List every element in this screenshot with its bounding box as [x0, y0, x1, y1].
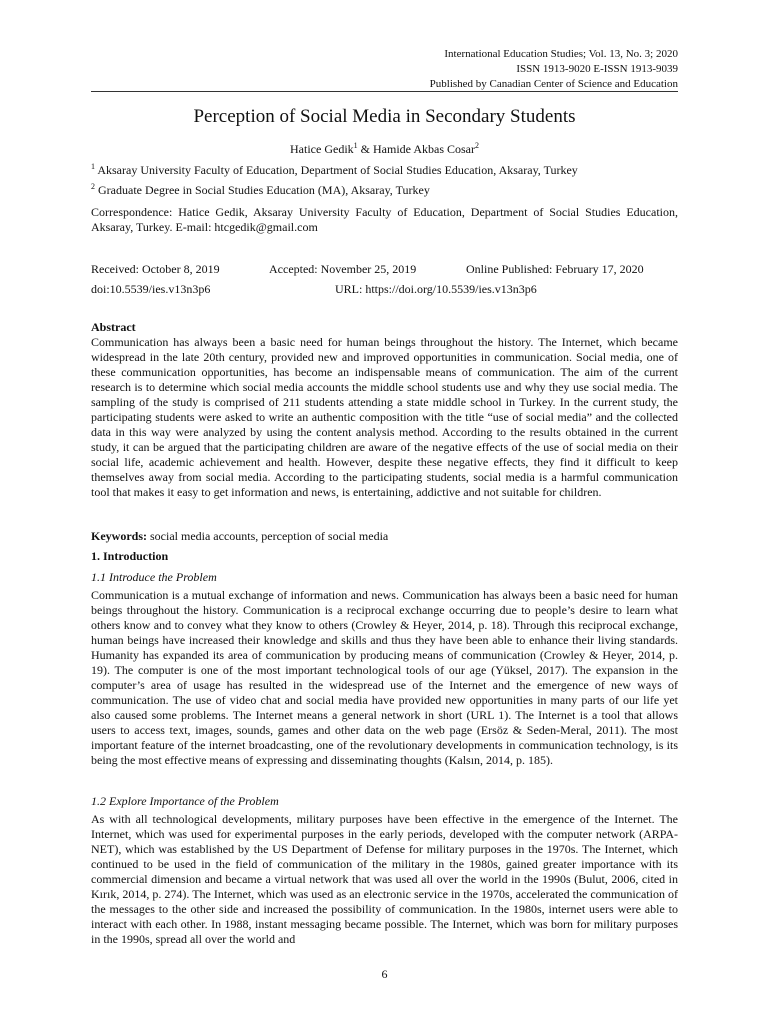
abstract-heading: Abstract — [91, 320, 136, 334]
affiliation-2-mark: 2 — [91, 182, 95, 191]
section-heading-introduction: 1. Introduction — [91, 549, 169, 563]
author-2: Hamide Akbas Cosar — [373, 142, 475, 156]
paragraph-1: Communication is a mutual exchange of information and news. Communication has always been a basic need for human beings throughout the history. Communication is a reciprocal exchange occurring due to people’s desire to learn what others know and to convey what they know to others (Crowley & Heyer, 2014, p. 18). Through this reciprocal exchange, human beings have increased their knowledge and skills and thus they have been able to enhance their living standards. Humanity has expanded its area of communication by producing means of communication (Crowley & Heyer, 2014, p. 19). The computer is one of the most important technological tools of our age (Yüksel, 2017). The expansion in the computer’s area of usage has resulted in the widespread use of the Internet and the emergence of new ways of communication. The use of video chat and social media have provided new opportunities in many parts of our life yet also caused some problems. The Internet means a general network in short (URL 1). The Internet is a tool that allows users to access text, images, sounds, games and other data on the web page (Ersöz & Seden-Meral, 2011). The most important feature of the internet broadcasting, one of the revolutionary developments in communication technology, is its being the most effective means of expressing and disseminating thoughts (Kalsın, 2014, p. 185). — [91, 588, 678, 767]
published-date: Online Published: February 17, 2020 — [466, 262, 644, 276]
subsection-heading-1-2: 1.2 Explore Importance of the Problem — [91, 794, 279, 808]
correspondence: Correspondence: Hatice Gedik, Aksaray University Faculty of Education, Department of Social Studies Education, Aksaray, Turkey. E-mail: htcgedik@gmail.com — [91, 205, 678, 234]
paper-title: Perception of Social Media in Secondary Students — [193, 106, 576, 127]
keywords-label: Keywords: — [91, 529, 147, 543]
page-number: 6 — [381, 967, 388, 981]
received-date: Received: October 8, 2019 — [91, 262, 220, 276]
journal-publisher: Published by Canadian Center of Science and Education — [429, 78, 678, 90]
author-1: Hatice Gedik — [290, 142, 354, 156]
abstract-text: Communication has always been a basic need for human beings throughout the history. The Internet, which became widespread in the late 20th century, provided new and improved opportunities in communication. Social media, one of these communication opportunities, has become an indispensable means of communication. The aim of the current research is to determine which social media accounts the middle school students use and why they use social media. The sampling of the study is comprised of 211 students attending a state middle school in Turkey. In the current study, the participating students were asked to write an authentic composition with the title “use of social media” and the collected data in this way were analyzed by using the content analysis method. According to the results obtained in the current study, it can be argued that the participating children are aware of the negative effects of the use of social media on their social life, academic achievement and health. However, despite these negative effects, they find it difficult to keep themselves away from social media. According to the participating students, social media is a harmful communication tool that makes it easy to get information and news, is entertaining, addictive and not suitable for children. — [91, 335, 678, 499]
affiliation-1-mark: 1 — [91, 162, 95, 171]
header-divider — [91, 91, 678, 92]
affiliation-2-text: Graduate Degree in Social Studies Education (MA), Aksaray, Turkey — [95, 183, 430, 197]
paragraph-2: As with all technological developments, military purposes have been effective in the emergence of the Internet. The Internet, which was used for experimental purposes in the early periods, developed with the computer network (ARPA-NET), which was established by the US Department of Defense for military purposes in the 1970s. The Internet, which continued to be used in the field of communication of the military in the 1980s, gained greater importance with its commercial dimension and became a virtual network that was used all over the world in the 1990s (Bulut, 2006, cited in Kırık, 2014, p. 274). The Internet, which was used as an electronic service in the 1970s, accelerated the communication of the messages to the other side and increased the possibility of communication. In the 1980s, internet users were able to interact with each other. In 1988, instant messaging became possible. The Internet, which was born for military purposes in the 1990s, spread all over the world and — [91, 812, 678, 946]
affiliation-2 — [91, 183, 678, 198]
journal-header — [430, 47, 678, 92]
affiliation-1-text: Aksaray University Faculty of Education, Department of Social Studies Education, Aksaray, Turkey — [95, 163, 578, 177]
affiliation-1 — [91, 163, 678, 178]
accepted-date: Accepted: November 25, 2019 — [269, 262, 417, 276]
subsection-heading-1-1: 1.1 Introduce the Problem — [91, 570, 217, 584]
author-line — [91, 142, 678, 157]
keywords-text: social media accounts, perception of social media — [147, 529, 389, 543]
author-1-affiliation-mark: 1 — [353, 141, 358, 150]
journal-issn: ISSN 1913-9020 E-ISSN 1913-9039 — [516, 63, 678, 75]
journal-info: International Education Studies; Vol. 13, No. 3; 2020 — [444, 48, 678, 60]
author-joiner: & — [357, 142, 373, 156]
doi-text: doi:10.5539/ies.v13n3p6 — [91, 282, 211, 296]
doi-url[interactable]: URL: https://doi.org/10.5539/ies.v13n3p6 — [335, 282, 537, 296]
keywords — [91, 529, 388, 544]
author-2-affiliation-mark: 2 — [474, 141, 479, 150]
